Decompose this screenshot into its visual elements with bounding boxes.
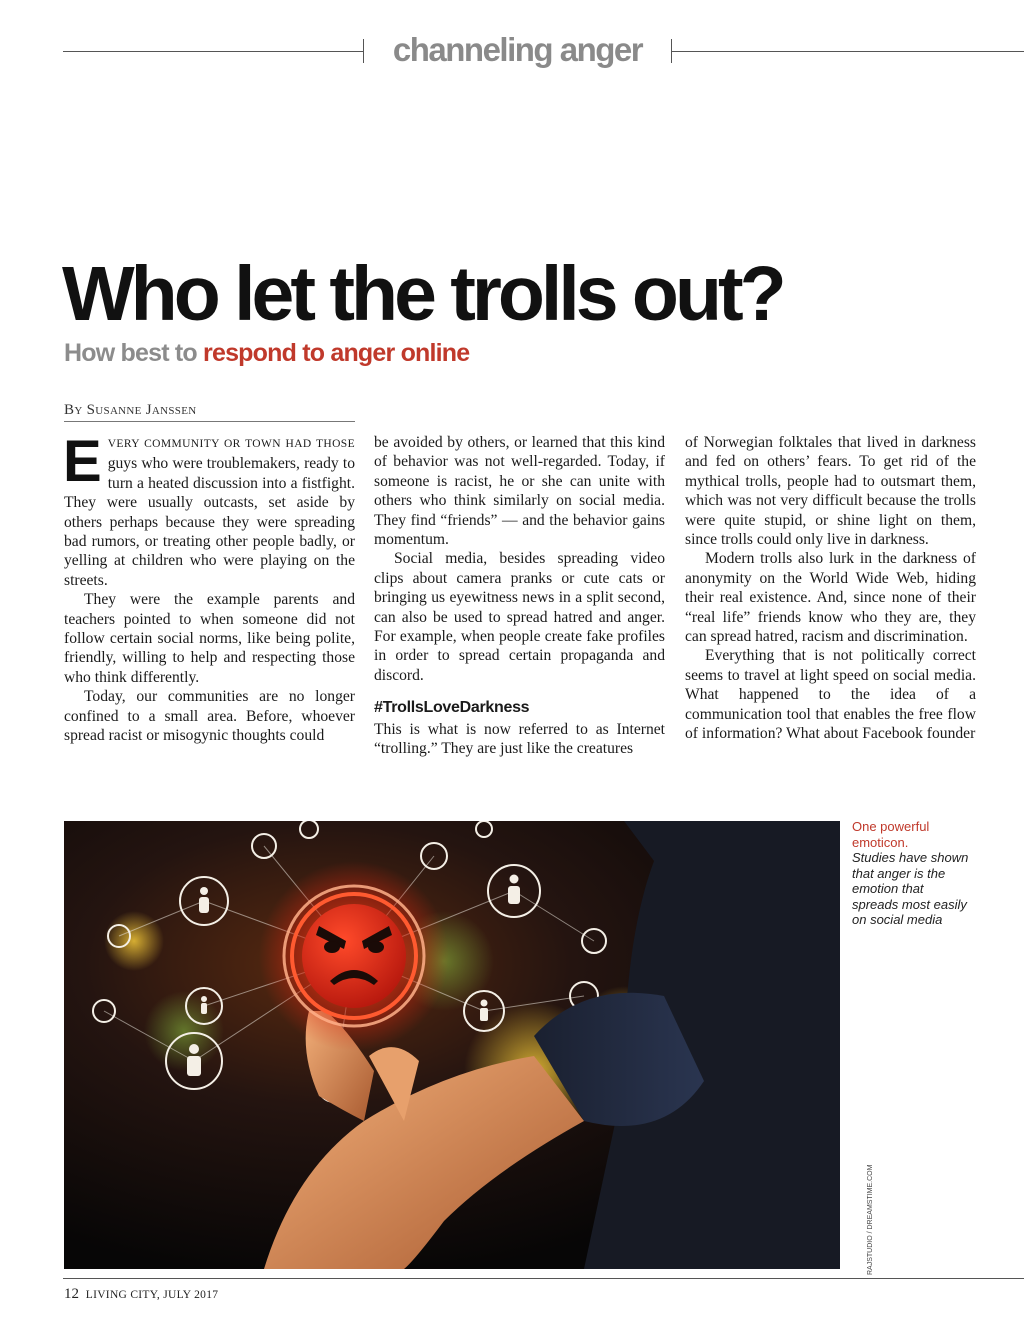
byline-smallcaps: USANNE bbox=[95, 405, 142, 417]
article-paragraph: be avoided by others, or learned that this kind of behavior was not well-regarded. Today, if someone is racist, he or she can unite with others who think similarly on social media. They find “friends” — and the behavior gains momentum. bbox=[374, 434, 665, 549]
article-column-3 bbox=[685, 433, 976, 744]
header-rule-tick-left bbox=[363, 39, 364, 63]
footer-rule bbox=[63, 1278, 1024, 1279]
byline-initial: S bbox=[86, 402, 96, 418]
byline-smallcaps: ANSSEN bbox=[151, 405, 197, 417]
page-folio bbox=[64, 1284, 218, 1305]
drop-cap: E bbox=[63, 429, 102, 494]
byline bbox=[64, 400, 197, 421]
article-paragraph bbox=[63, 429, 355, 590]
article-paragraph: They were the example parents and teachers pointed to when someone did not follow certain social norms, like being polite, friendly, willing to help and respecting those who think differently. bbox=[64, 591, 355, 686]
photo-caption bbox=[852, 819, 972, 928]
article-paragraph: Today, our communities are no longer confined to a small area. Before, whoever spread racist or misogynic thoughts could bbox=[64, 688, 355, 745]
article-headline: Who let the trolls out? bbox=[62, 251, 783, 337]
article-subhead bbox=[64, 336, 469, 370]
subhead-grey: How best to bbox=[64, 339, 197, 367]
header-rule-right bbox=[672, 51, 1024, 52]
article-paragraph: Social media, besides spreading video clips about camera pranks or cute cats or bringing us eyewitness news in a split second, can also be used to spread hatred and anger. For example, when people create fake profiles in order to spread certain propaganda and discord. bbox=[374, 550, 665, 684]
article-paragraph: This is what is now referred to as Internet “trolling.” They are just like the creatures bbox=[374, 720, 665, 758]
byline-initial: B bbox=[64, 402, 75, 418]
caption-body: Studies have shown that anger is the emotion that spreads most easily on social media bbox=[852, 850, 969, 927]
article-photo bbox=[64, 821, 840, 1269]
publication-line: LIVING CITY, JULY 2017 bbox=[85, 1289, 219, 1301]
article-column-1 bbox=[63, 429, 355, 746]
byline-smallcaps: Y bbox=[74, 405, 83, 417]
byline-initial: J bbox=[145, 402, 152, 418]
photo-illustration bbox=[64, 821, 840, 1269]
caption-heading: One powerful emoticon. bbox=[852, 819, 930, 850]
section-label: channeling anger bbox=[392, 31, 643, 68]
section-subheading: #TrollsLoveDarkness bbox=[374, 699, 530, 717]
byline-rule bbox=[64, 421, 355, 422]
subhead-red: respond to anger online bbox=[203, 339, 470, 367]
article-paragraph: Everything that is not politically correct seems to travel at light speed on social media. What happened to the idea of a communication tool that enables the free flow of information? What about Facebook founder bbox=[685, 647, 976, 743]
header-rule-left bbox=[63, 51, 363, 52]
article-paragraph: Modern trolls also lurk in the darkness of anonymity on the World Wide Web, hiding their real existence. And, since none of their “real life” friends know who they are, they can spread hatred, racism and discrimination. bbox=[685, 550, 976, 646]
paragraph-text: guys who were troublemakers, ready to turn a heated discussion into a fistfight. They were usually outcasts, set aside by others perhaps because they were spreading bad rumors, or treating other people badly, or yelling at children who were playing on the streets. bbox=[64, 455, 355, 589]
photo-credit: RAJSTUDIO / DREAMSTIME.COM bbox=[867, 1164, 874, 1275]
page-number: 12 bbox=[64, 1286, 79, 1302]
article-paragraph: of Norwegian folktales that lived in darkness and fed on others’ fears. To get rid of the mythical trolls, people had to outsmart them, which was not very difficult because the trolls were quite stupid, or shine light on them, since trolls could only live in darkness. bbox=[685, 434, 976, 549]
lead-in-smallcaps: VERY COMMUNITY OR TOWN HAD THOSE bbox=[107, 438, 355, 450]
article-column-2 bbox=[374, 433, 665, 759]
angry-emoji-icon bbox=[302, 904, 406, 1008]
